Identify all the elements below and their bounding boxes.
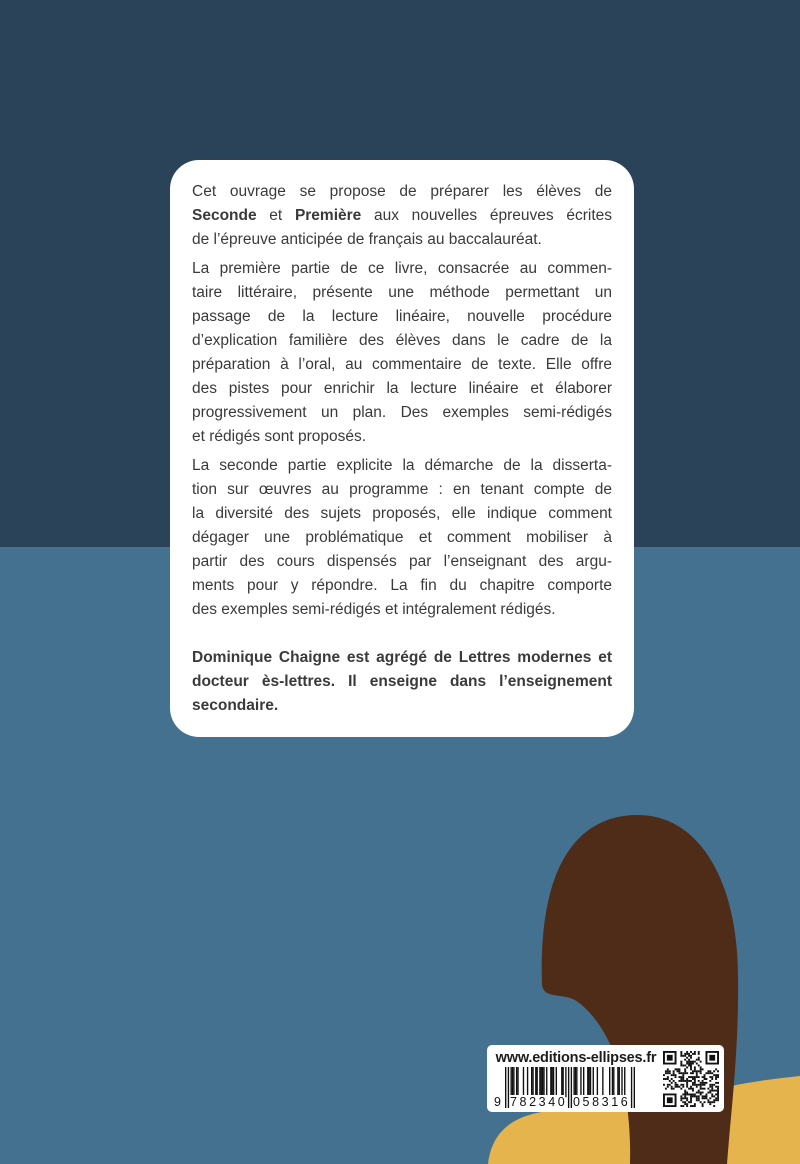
text-line: taire littéraire, présente une méthode permettant un (192, 284, 612, 301)
author-bio-paragraph (192, 646, 612, 718)
text-line: La seconde partie explicite la démarche de la disserta- (192, 457, 612, 474)
blurb-paragraph (192, 180, 612, 252)
text-line: préparation à l’oral, au commentaire de texte. Elle offre (192, 356, 612, 373)
text-line: et rédigés sont proposés. (192, 428, 367, 445)
barcode-left-block (493, 1049, 659, 1108)
qr-code (663, 1051, 719, 1107)
blurb-paragraph (192, 257, 612, 449)
text-line: secondaire. (192, 697, 279, 714)
text-line: Seconde et Première aux nouvelles épreuves écrites (192, 207, 612, 224)
text-line: Dominique Chaigne est agrégé de Lettres modernes et (192, 649, 612, 666)
text-line: des exemples semi-rédigés et intégralement rédigés. (192, 601, 556, 618)
text-line: la diversité des sujets proposés, elle indique comment (192, 505, 612, 522)
isbn-digits (493, 1095, 653, 1110)
text-line: progressivement un plan. Des exemples semi-rédigés (192, 404, 612, 421)
blurb-card (170, 160, 634, 737)
text-line: de l’épreuve anticipée de français au baccalauréat. (192, 231, 542, 248)
publisher-website: www.editions-ellipses.fr (495, 1050, 657, 1066)
text-line: passage de la lecture linéaire, nouvelle procédure (192, 308, 612, 325)
barcode-label (487, 1045, 724, 1112)
isbn-digits-right: 058316 (573, 1095, 631, 1109)
card-text (192, 180, 612, 718)
text-line: tion sur œuvres au programme : en tenant compte de (192, 481, 612, 498)
text-line: dégager une problématique et comment mobiliser à (192, 529, 612, 546)
blurb-paragraph (192, 454, 612, 622)
isbn-digit-first: 9 (494, 1095, 504, 1109)
text-line: Cet ouvrage se propose de préparer les élèves de (192, 183, 612, 200)
ean-barcode-block (493, 1067, 653, 1108)
text-line: La première partie de ce livre, consacrée au commen- (192, 260, 612, 277)
text-line: docteur ès-lettres. Il enseigne dans l’enseignement (192, 673, 612, 690)
isbn-digits-left: 782340 (510, 1095, 568, 1109)
text-line: d’explication familière des élèves dans le cadre de la (192, 332, 612, 349)
text-line: des pistes pour enrichir la lecture linéaire et élaborer (192, 380, 612, 397)
text-line: ments pour y répondre. La fin du chapitre comporte (192, 577, 612, 594)
text-line: partir des cours dispensés par l’enseignant des argu- (192, 553, 612, 570)
